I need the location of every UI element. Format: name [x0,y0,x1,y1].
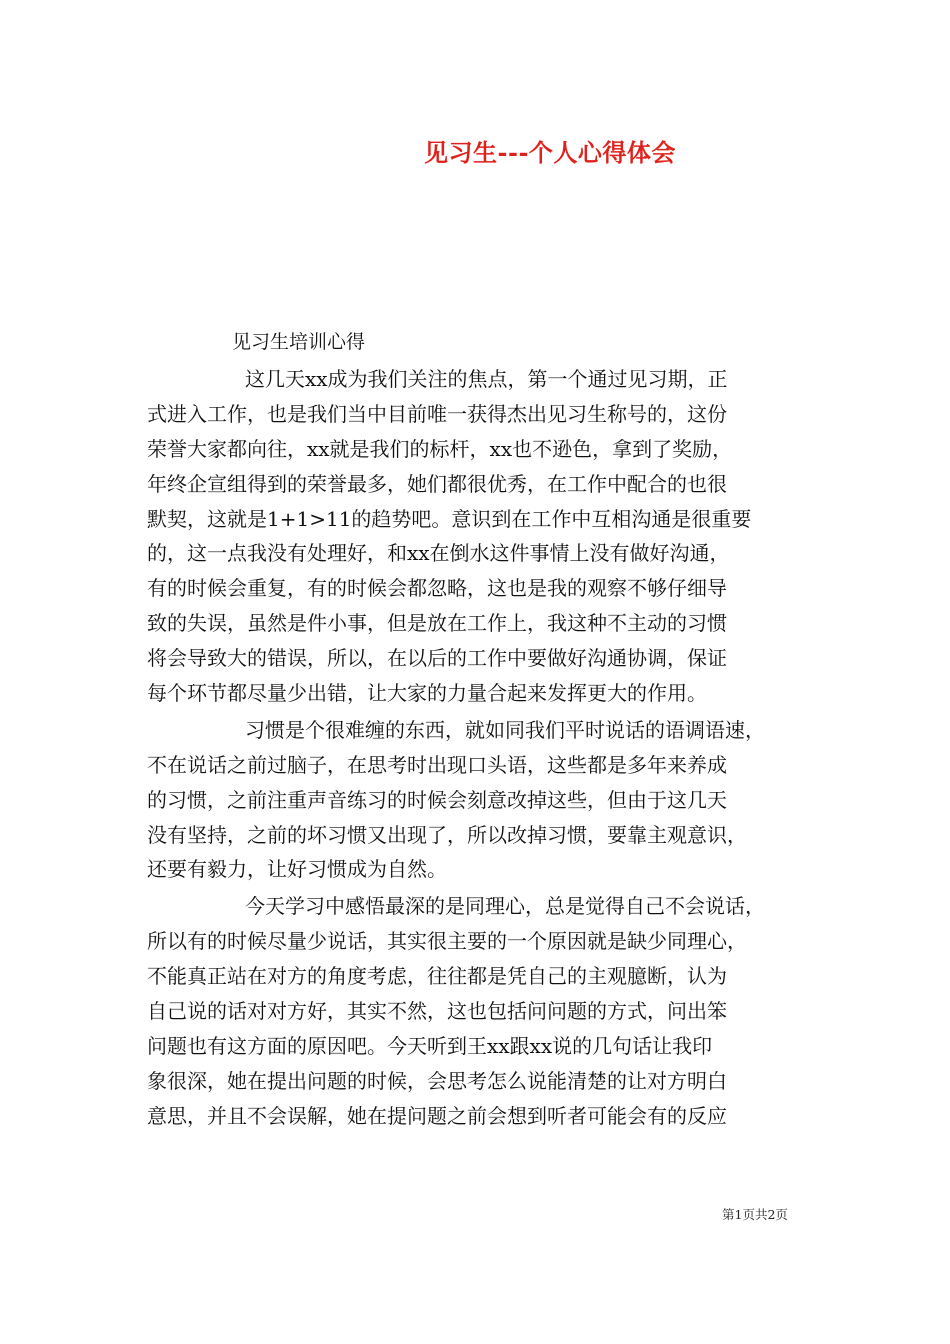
text-line: 习惯是个很难缠的东西，就如同我们平时说话的语调语速， [245,717,765,742]
text-line: 还要有毅力，让好习惯成为自然。 [147,857,447,882]
text-line: 意思，并且不会误解，她在提问题之前会想到听者可能会有的反应 [147,1103,727,1128]
text-line: 问题也有这方面的原因吧。今天听到王xx跟xx说的几句话让我印 [147,1033,713,1058]
text-line: 将会导致大的错误，所以，在以后的工作中要做好沟通协调，保证 [147,646,727,671]
paragraph [147,889,807,1133]
text-line: 每个环节都尽量少出错，让大家的力量合起来发挥更大的作用。 [147,681,707,706]
text-line: 不能真正站在对方的角度考虑，往往都是凭自己的主观臆断，认为 [147,964,727,989]
paragraph [147,713,807,887]
text-line: 的习惯，之前注重声音练习的时候会刻意改掉这些，但由于这几天 [147,787,727,812]
document-body [147,362,807,1136]
text-line: 式进入工作，也是我们当中目前唯一获得杰出见习生称号的，这份 [147,401,727,426]
text-line: 默契，这就是1+1>11的趋势吧。意识到在工作中互相沟通是很重要 [147,506,752,531]
text-line: 没有坚持，之前的坏习惯又出现了，所以改掉习惯，要靠主观意识， [147,822,747,847]
text-line: 自己说的话对对方好，其实不然，这也包括问问题的方式，问出笨 [147,999,727,1024]
text-line: 今天学习中感悟最深的是同理心，总是觉得自己不会说话， [245,894,765,919]
text-line: 象很深，她在提出问题的时候，会思考怎么说能清楚的让对方明白 [147,1068,727,1093]
page-number-footer: 第1页共2页 [722,1207,788,1222]
text-line: 年终企宣组得到的荣誉最多，她们都很优秀，在工作中配合的也很 [147,471,727,496]
text-line: 有的时候会重复，有的时候会都忽略，这也是我的观察不够仔细导 [147,576,727,601]
paragraph [147,362,807,711]
text-line: 致的失误，虽然是件小事，但是放在工作上，我这种不主动的习惯 [147,611,727,636]
text-line: 这几天xx成为我们关注的焦点，第一个通过见习期，正 [245,367,728,391]
text-line: 荣誉大家都向往，xx就是我们的标杆，xx也不逊色，拿到了奖励， [147,436,733,461]
document-title: 见习生---个人心得体会 [424,138,676,167]
text-line: 所以有的时候尽量少说话，其实很主要的一个原因就是缺少同理心， [147,929,747,954]
text-line: 不在说话之前过脑子，在思考时出现口头语，这些都是多年来养成 [147,752,727,777]
text-line: 的，这一点我没有处理好，和xx在倒水这件事情上没有做好沟通， [147,541,730,566]
document-subtitle: 见习生培训心得 [232,331,366,353]
